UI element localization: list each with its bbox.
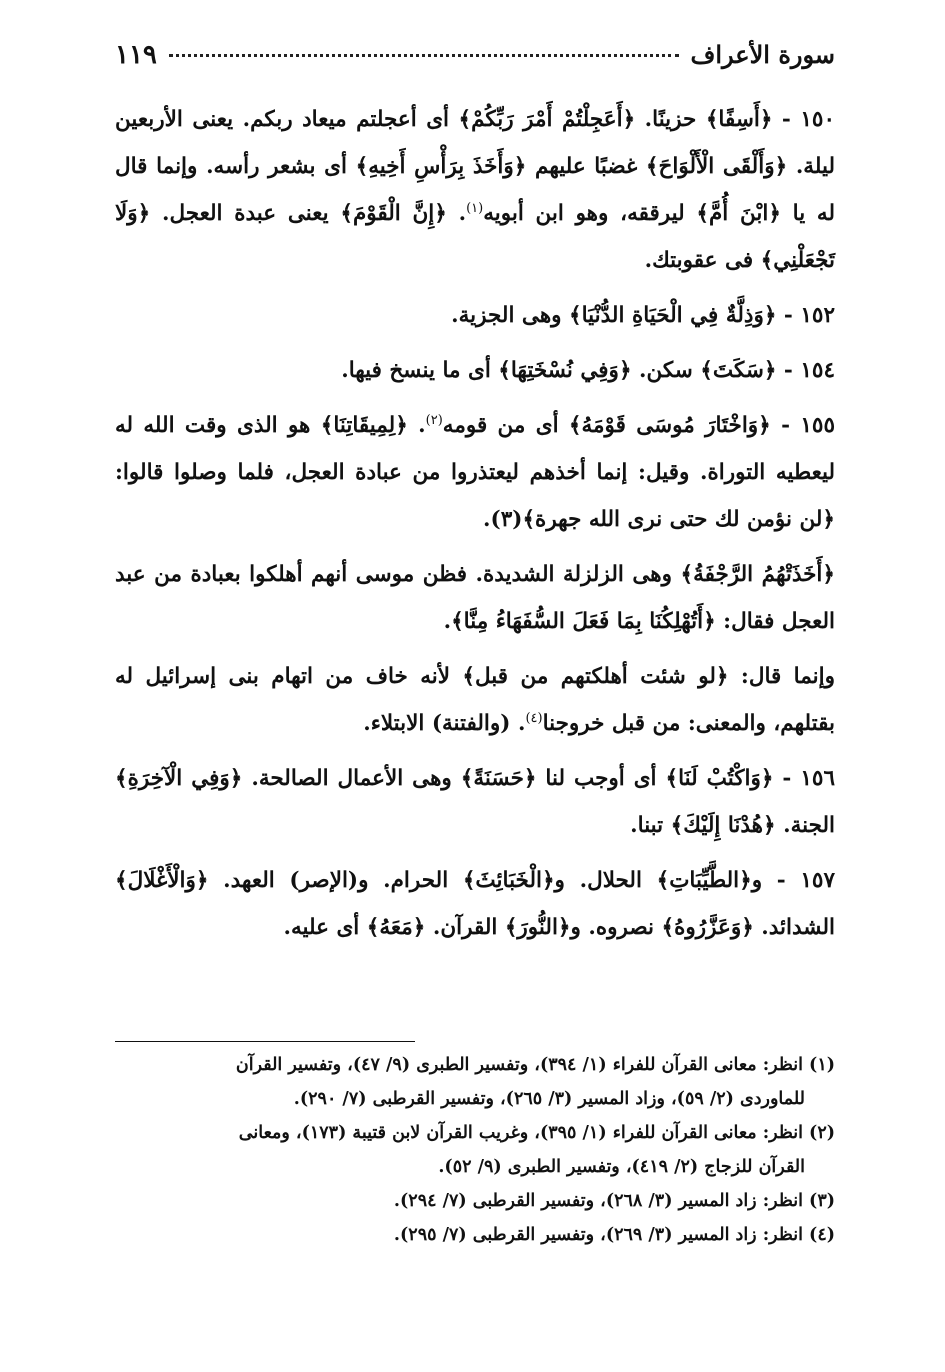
paragraph-text-cont: . ﴿إِنَّ الْقَوْمَ﴾ يعنى عبدة العجل. ﴿وَلَا تَجْعَلْنِي﴾ فى عقوبتك. [115, 201, 835, 273]
paragraph-verse-157 [115, 857, 835, 951]
paragraph-text: ﴿أَخَذَتْهُمُ الرَّجْفَةُ﴾ وهى الزلزلة الشديدة. فظن موسى أنهم أهلكوا بعبادة من عبد العجل فقال: ﴿أَتُهْلِكُنَا بِمَا فَعَلَ السُّفَهَاءُ مِنَّا﴾. [115, 562, 835, 634]
paragraph-text: وإنما قال: ﴿لو شئت أهلكتهم من قبل﴾ لأنه خاف من اتهام بنى إسرائيل له بقتلهم، والمعنى: من قبل خروجنا [115, 664, 835, 736]
paragraph-text: ١٥٧ - و﴿الطَّيِّبَاتِ﴾ الحلال. و﴿الْخَبَائِثَ﴾ الحرام. و(الإصر) العهد. ﴿وَالْأَغْلَالَ﴾ الشدائد. ﴿وَعَزَّرُوهُ﴾ نصروه. و﴿النُّورَ﴾ القرآن. ﴿مَعَهُ﴾ أى عليه. [115, 868, 835, 940]
footnote-3 [115, 1184, 835, 1218]
footnote-separator [115, 1041, 415, 1042]
footnote-line: (٤) انظر: زاد المسير (٣/ ٢٦٩)، وتفسير القرطبى (٧/ ٢٩٥). [393, 1225, 835, 1245]
footnote-2 [115, 1116, 835, 1184]
footnote-4 [115, 1218, 835, 1252]
footnote-line-cont: للماوردى (٢/ ٥٩)، وزاد المسير (٣/ ٢٦٥)، وتفسير القرطبى (٧/ ٢٩٠). [293, 1089, 805, 1109]
footnotes [115, 1048, 835, 1252]
paragraph-text: ١٥٠ - ﴿أَسِفًا﴾ حزينًا. ﴿أَعَجِلْتُمْ أَمْرَ رَبِّكُمْ﴾ أى أعجلتم ميعاد ربكم. يعنى الأربعين ليلة. ﴿وَأَلْقَى الْأَلْوَاحَ﴾ غضبًا عليهم ﴿وَأَخَذَ بِرَأْسِ أَخِيهِ﴾ أى بشعر رأسه. وإنما قال له يا ﴿ابْنَ أُمَّ﴾ ليرققه، وهو ابن أبويه [115, 107, 836, 226]
page-number: ١١٩ [115, 40, 157, 70]
page-header [115, 40, 835, 88]
paragraph-text: ١٥٢ - ﴿وَذِلَّةٌ فِي الْحَيَاةِ الدُّنْيَا﴾ وهى الجزية. [451, 303, 835, 328]
paragraph-verse-150 [115, 96, 835, 284]
paragraph-law-shi-ta [115, 653, 835, 747]
paragraph-text: ١٥٤ - ﴿سَكَتَ﴾ سكن. ﴿وَفِي نُسْخَتِهَا﴾ أى ما ينسخ فيها. [341, 358, 835, 383]
surah-title: سورة الأعراف [690, 40, 835, 69]
paragraph-verse-156 [115, 755, 835, 849]
paragraph-verse-152 [115, 292, 835, 339]
paragraph-rajfa [115, 551, 835, 645]
paragraph-text: ١٥٥ - ﴿وَاخْتَارَ مُوسَى قَوْمَهُ﴾ أى من قومه [442, 413, 836, 438]
footnote-line: (٢) انظر: معانى القرآن للفراء (١/ ٣٩٥)، وغريب القرآن لابن قتيبة (١٧٣)، ومعانى [238, 1123, 835, 1143]
header-leader-dots [169, 54, 679, 57]
paragraph-verse-154 [115, 347, 835, 394]
paragraph-text-cont: . ﴿لِمِيقَاتِنَا﴾ هو الذى وقت الله له ليعطيه التوراة. وقيل: إنما أخذهم ليعتذروا من عبادة العجل، فلما وصلوا قالوا: ﴿لن نؤمن لك حتى نرى الله جهرة﴾(٣). [115, 413, 835, 532]
main-text [115, 96, 835, 951]
paragraph-text-cont: . (والفتنة) الابتلاء. [363, 711, 526, 736]
footnote-1 [115, 1048, 835, 1116]
footnote-line-cont: القرآن للزجاج (٢/ ٤١٩)، وتفسير الطبرى (٩/ ٥٢). [438, 1157, 805, 1177]
footnote-line: (١) انظر: معانى القرآن للفراء (١/ ٣٩٤)، وتفسير الطبرى (٩/ ٤٧)، وتفسير القرآن [235, 1055, 835, 1075]
footnote-ref: (١) [466, 200, 484, 216]
footnote-ref: (٤) [525, 710, 543, 726]
paragraph-text: ١٥٦ - ﴿وَاكْتُبْ لَنَا﴾ أى أوجب لنا ﴿حَسَنَةً﴾ وهى الأعمال الصالحة. ﴿وَفِي الْآخِرَةِ﴾ الجنة. ﴿هُدْنَا إِلَيْكَ﴾ تبنا. [115, 766, 835, 838]
paragraph-verse-155 [115, 402, 835, 543]
footnote-ref: (٢) [425, 412, 443, 428]
footnote-line: (٣) انظر: زاد المسير (٣/ ٢٦٨)، وتفسير القرطبى (٧/ ٢٩٤). [393, 1191, 835, 1211]
